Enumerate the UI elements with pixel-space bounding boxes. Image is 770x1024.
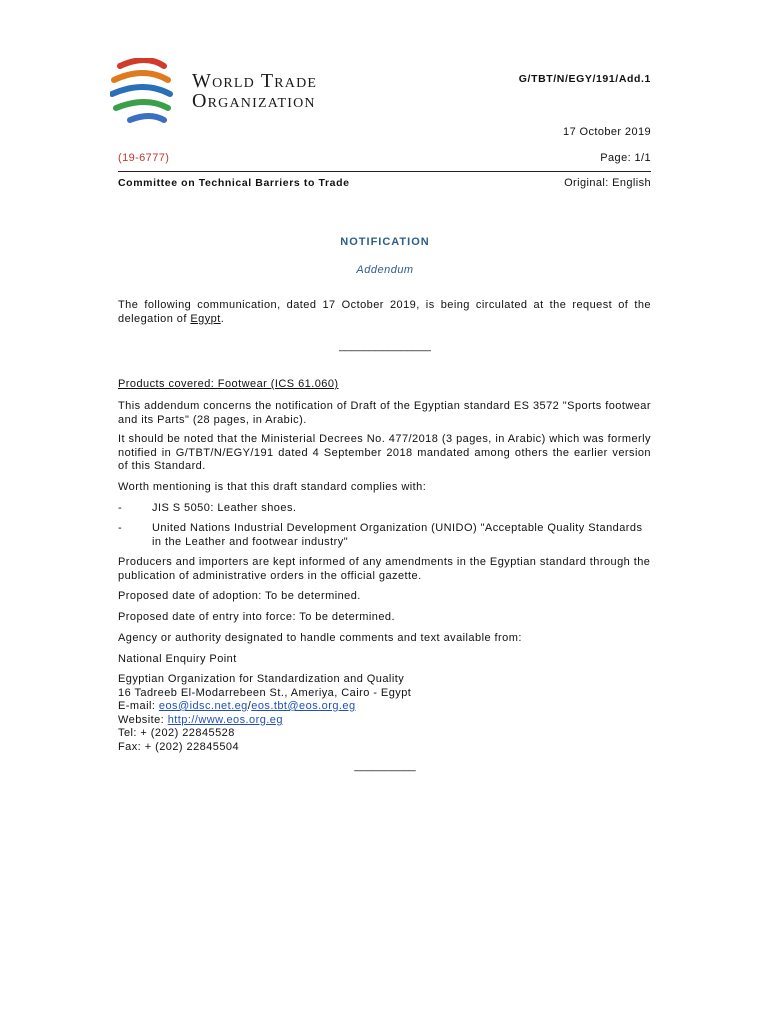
- contact-fax: Fax: + (202) 22845504: [118, 740, 240, 753]
- email-label: E-mail:: [118, 700, 159, 712]
- header-divider: [118, 171, 651, 172]
- bullet-dash: -: [118, 522, 123, 534]
- bullet-text: United Nations Industrial Development Organization (UNIDO) "Acceptable Quality Standards in the Leather and footwear industry": [152, 522, 643, 548]
- original-language: Original: English: [564, 177, 651, 189]
- intro-text: The following communication, dated 17 October 2019, is being circulated at the request of the delegation of: [118, 299, 651, 325]
- contact-organization: Egyptian Organization for Standardization and Quality: [118, 673, 405, 685]
- document-date: 17 October 2019: [563, 126, 651, 138]
- website-label: Website:: [118, 713, 168, 726]
- reference-number: (19-6777): [118, 152, 170, 164]
- page-subtitle: Addendum: [356, 264, 414, 276]
- paragraph-6: Proposed date of entry into force: To be determined.: [118, 611, 395, 623]
- contact-block: [118, 673, 651, 754]
- page-title: NOTIFICATION: [340, 236, 430, 248]
- committee-name: Committee on Technical Barriers to Trade: [118, 177, 350, 189]
- paragraph-1: This addendum concerns the notification of Draft of the Egyptian standard ES 3572 "Sports footwear and its Parts" (28 pages, in Arabic).: [118, 400, 651, 426]
- bullet-dash: -: [118, 502, 123, 514]
- paragraph-7: Agency or authority designated to handle comments and text available from:: [118, 632, 522, 644]
- list-item: [118, 522, 651, 550]
- bullet-text: JIS S 5050: Leather shoes.: [152, 502, 297, 514]
- wto-logo-icon: [110, 58, 188, 128]
- products-covered: [118, 378, 651, 392]
- products-text: Products covered: Footwear (ICS 61.060): [118, 378, 339, 390]
- contact-address: 16 Tadreeb El-Modarrebeen St., Ameriya, Cairo - Egypt: [118, 686, 412, 699]
- website-link[interactable]: http://www.eos.org.eg: [167, 713, 283, 726]
- intro-end: .: [220, 312, 225, 325]
- paragraph-4: Producers and importers are kept informed of any amendments in the Egyptian standard through the publication of administrative orders in the official gazette.: [118, 556, 651, 582]
- email-link-2[interactable]: eos.tbt@eos.org.eg: [251, 700, 356, 712]
- page-count: Page: 1/1: [600, 152, 651, 164]
- logo-line-2: Organization: [192, 90, 316, 112]
- contact-website-line: [118, 714, 651, 728]
- country-name: Egypt: [190, 312, 221, 325]
- email-separator: /: [247, 700, 252, 712]
- wto-logo-text: [192, 71, 317, 111]
- logo-line-1: World Trade: [192, 70, 318, 92]
- paragraph-3: Worth mentioning is that this draft standard complies with:: [118, 481, 427, 493]
- paragraph-5: Proposed date of adoption: To be determined.: [118, 590, 361, 602]
- contact-telephone: Tel: + (202) 22845528: [118, 727, 235, 739]
- contact-email-line: [118, 700, 651, 714]
- paragraph-8: National Enquiry Point: [118, 653, 237, 665]
- separator-line: _______________: [339, 340, 431, 352]
- intro-paragraph: [118, 299, 651, 326]
- email-link-1[interactable]: eos@idsc.net.eg: [158, 700, 248, 712]
- paragraph-2: It should be noted that the Ministerial Decrees No. 477/2018 (3 pages, in Arabic) which was formerly notified in G/TBT/N/EGY/191 dated 4 September 2018 mandated among others the earlier version of this Standard.: [118, 433, 651, 472]
- list-item: [118, 502, 651, 516]
- end-separator: __________: [354, 760, 416, 772]
- document-symbol: G/TBT/N/EGY/191/Add.1: [518, 73, 651, 85]
